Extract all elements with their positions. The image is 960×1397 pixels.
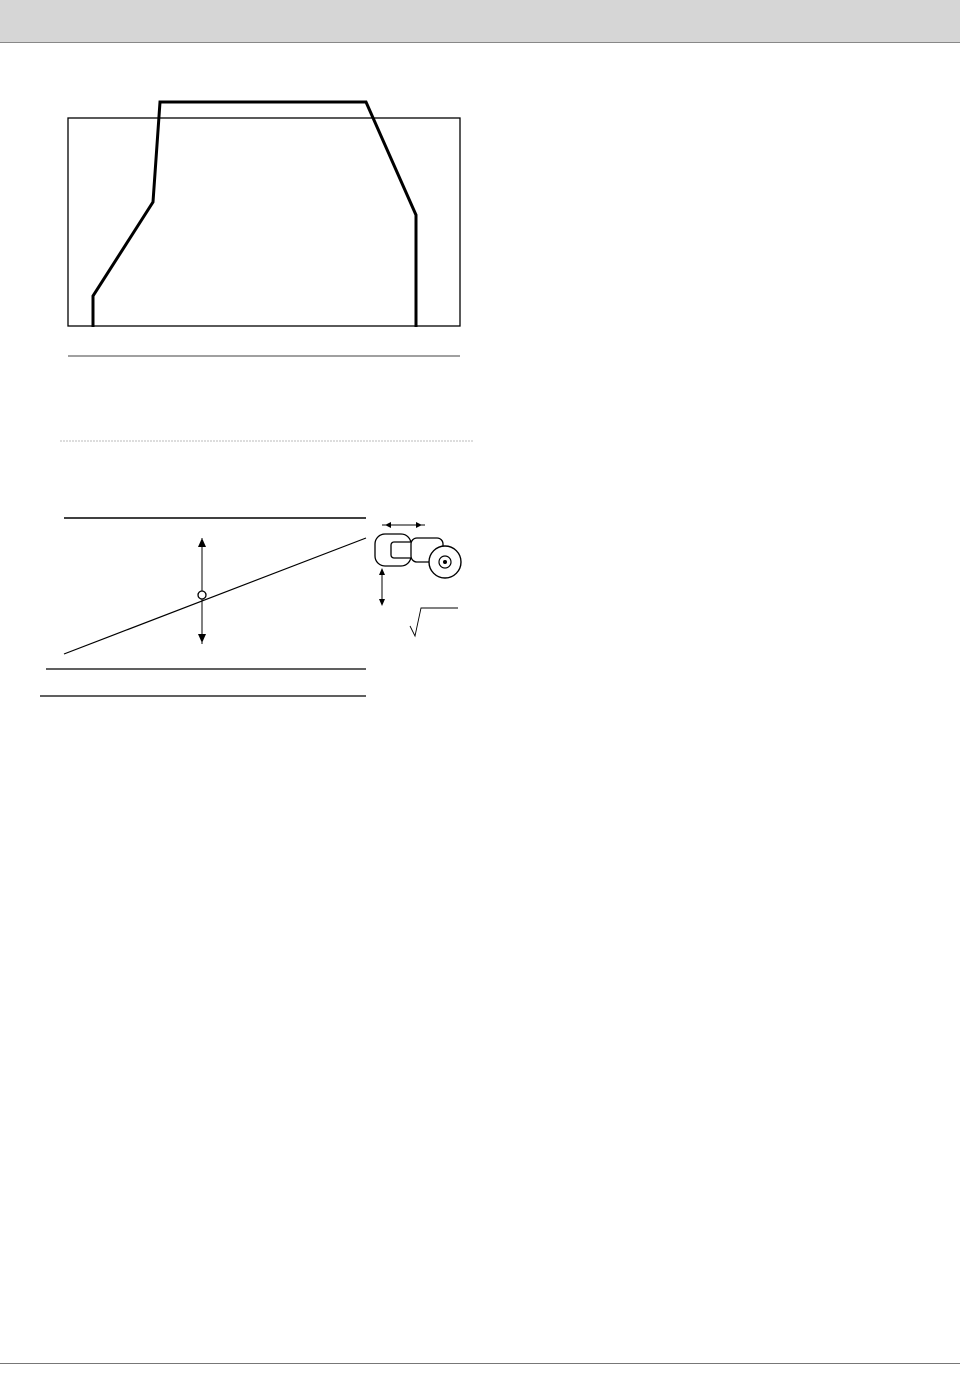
chart-b-sqrt-icon xyxy=(410,608,458,636)
chart-b-arrow-up-icon xyxy=(198,538,206,547)
page-header xyxy=(0,0,960,43)
chart-b xyxy=(40,518,461,696)
chart-b-arrow-down-icon xyxy=(198,634,206,643)
chart-b-example-point xyxy=(198,591,206,599)
charts-pane xyxy=(0,42,478,1357)
page-footer xyxy=(0,1363,960,1397)
chamber-diagram-icon xyxy=(375,522,461,606)
text-pane xyxy=(512,58,946,136)
chart-a-power-area xyxy=(93,102,416,327)
chart-a-frame xyxy=(68,118,460,326)
chart-b-characteristic-line xyxy=(64,538,366,654)
chart-a xyxy=(60,102,474,441)
charts-svg xyxy=(0,42,478,1357)
